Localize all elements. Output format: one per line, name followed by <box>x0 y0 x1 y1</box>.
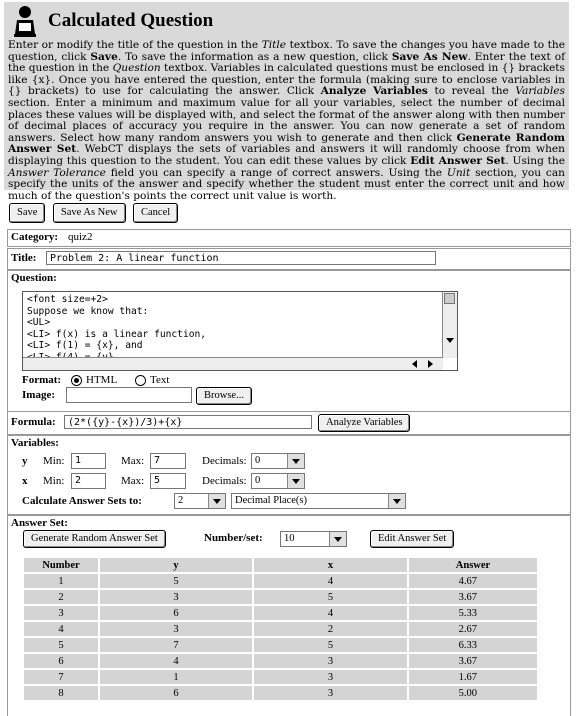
table-cell: 3 <box>254 686 407 700</box>
table-cell: 8 <box>24 686 98 700</box>
table-cell: 4 <box>24 622 98 636</box>
variable-y-decimals-label: Decimals: <box>202 455 247 467</box>
instructions-text <box>4 40 569 202</box>
table-cell: 5.00 <box>409 686 537 700</box>
question-line: Suppose we know that: <box>27 305 149 317</box>
table-cell: 3 <box>254 654 407 668</box>
table-row <box>24 622 537 636</box>
analyze-variables-button[interactable]: Analyze Variables <box>318 414 410 432</box>
instructions-segment: Enter or modify the title of the question in the <box>8 39 262 51</box>
format-html-label: HTML <box>86 374 118 386</box>
variable-x-max-input[interactable]: 5 <box>150 473 186 489</box>
question-line: <font size=+2> <box>27 294 108 305</box>
question-line: <UL> <box>27 317 51 329</box>
formula-label: Formula: <box>11 416 56 428</box>
instructions-segment: . WebCT displays the sets of variables and answers it will randomly choose from when displaying this question to the student. You can edit these values by click <box>8 143 565 167</box>
chevron-down-icon <box>287 474 304 488</box>
number-per-set-label: Number/set: <box>204 532 263 544</box>
instructions-segment: Save <box>90 50 118 63</box>
table-cell: 3 <box>100 622 252 636</box>
variable-y-decimals-select[interactable]: 0 <box>251 453 305 469</box>
instructions-segment: Edit Answer Set <box>410 154 506 167</box>
title-label: Title: <box>11 252 37 264</box>
table-cell: 4 <box>254 606 407 620</box>
variable-x-decimals-label: Decimals: <box>202 475 247 487</box>
table-cell: 3 <box>254 670 407 684</box>
variable-x-max-label: Max: <box>121 475 145 487</box>
save-as-new-button[interactable]: Save As New <box>53 203 126 223</box>
category-row <box>7 229 571 247</box>
table-cell: 3 <box>24 606 98 620</box>
format-text-label: Text <box>150 374 170 386</box>
table-cell: 5 <box>254 590 407 604</box>
table-cell: 5.33 <box>409 606 537 620</box>
variable-y-min-label: Min: <box>43 455 65 467</box>
calculate-decimals-select[interactable]: 2 <box>174 493 226 509</box>
table-cell: 6.33 <box>409 638 537 652</box>
chevron-down-icon <box>388 494 405 508</box>
scroll-left-icon[interactable] <box>412 360 417 368</box>
table-cell: 4 <box>254 574 407 588</box>
table-row <box>24 574 537 588</box>
table-cell: 3.67 <box>409 590 537 604</box>
format-html-radio[interactable] <box>71 375 82 386</box>
calculate-answer-sets-label: Calculate Answer Sets to: <box>22 495 142 507</box>
scroll-thumb[interactable] <box>444 293 455 304</box>
instructions-segment: Generate Random Answer Set <box>8 131 565 156</box>
variable-x-min-input[interactable]: 2 <box>71 473 106 489</box>
question-section <box>7 270 571 412</box>
horizontal-scrollbar[interactable] <box>23 357 443 370</box>
instructions-segment: Save As New <box>391 50 468 63</box>
table-cell: 6 <box>24 654 98 668</box>
table-cell: 6 <box>100 606 252 620</box>
header-x: x <box>254 558 407 572</box>
table-row <box>24 654 537 668</box>
browse-button[interactable]: Browse... <box>196 387 252 405</box>
scroll-right-icon[interactable] <box>428 360 433 368</box>
question-textarea[interactable] <box>22 291 458 371</box>
instructions-segment: Title <box>261 39 287 51</box>
generate-random-answer-set-button[interactable]: Generate Random Answer Set <box>23 530 166 548</box>
instructions-segment: Answer Tolerance <box>8 166 106 179</box>
header-number: Number <box>24 558 98 572</box>
instructions-segment: . To save the information as a new question, click <box>117 50 392 63</box>
variables-section <box>7 435 571 515</box>
table-cell: 1.67 <box>409 670 537 684</box>
edit-answer-set-button[interactable]: Edit Answer Set <box>370 530 454 548</box>
chevron-down-icon <box>329 532 346 546</box>
image-label: Image: <box>22 389 55 401</box>
table-cell: 5 <box>254 638 407 652</box>
chevron-down-icon <box>287 454 304 468</box>
instructions-segment: Analyze Variables <box>320 85 428 98</box>
instructions-segment: section, you can specify the units of the answer and specify whether the student must enter the correct unit and how much of the question's points the correct unit value is worth. <box>8 166 565 202</box>
category-label: Category: <box>11 231 59 243</box>
number-per-set-select[interactable]: 10 <box>280 531 347 547</box>
vertical-scrollbar[interactable] <box>442 292 457 358</box>
table-cell: 2.67 <box>409 622 537 636</box>
format-label: Format: <box>22 374 62 386</box>
answer-set-label: Answer Set: <box>11 517 68 529</box>
table-cell: 1 <box>100 670 252 684</box>
table-cell: 7 <box>100 638 252 652</box>
image-input[interactable] <box>66 387 192 403</box>
instructions-segment: Variables <box>515 85 565 98</box>
instructions-segment: . Using the <box>505 154 565 167</box>
decimal-place-type-select[interactable]: Decimal Place(s) <box>231 493 406 509</box>
question-text <box>27 294 453 364</box>
table-cell: 3 <box>100 590 252 604</box>
question-label: Question: <box>11 272 57 284</box>
variable-x-decimals-select[interactable]: 0 <box>251 473 305 489</box>
variable-y-min-input[interactable]: 1 <box>71 453 106 469</box>
answer-set-table <box>22 556 539 702</box>
formula-row <box>7 411 571 435</box>
category-value: quiz2 <box>68 231 93 243</box>
table-cell: 1 <box>24 574 98 588</box>
format-text-radio[interactable] <box>135 375 146 386</box>
table-row <box>24 686 537 700</box>
table-cell: 4 <box>100 654 252 668</box>
scroll-down-icon[interactable] <box>446 338 454 343</box>
toolbar <box>9 203 182 223</box>
webct-logo-icon <box>8 4 42 38</box>
table-cell: 2 <box>24 590 98 604</box>
variable-x-min-label: Min: <box>43 475 65 487</box>
title-input[interactable]: Problem 2: A linear function <box>46 251 436 265</box>
table-row <box>24 670 537 684</box>
table-cell: 3.67 <box>409 654 537 668</box>
header-y: y <box>100 558 252 572</box>
question-line: <LI> f(x) is a linear function, <box>27 328 207 340</box>
instructions-header <box>4 2 569 202</box>
table-cell: 2 <box>254 622 407 636</box>
title-row <box>4 2 569 40</box>
table-cell: 5 <box>100 574 252 588</box>
variables-label: Variables: <box>11 437 59 449</box>
variable-y-max-label: Max: <box>121 455 145 467</box>
table-cell: 4.67 <box>409 574 537 588</box>
cancel-button[interactable]: Cancel <box>133 203 178 223</box>
table-cell: 7 <box>24 670 98 684</box>
instructions-segment: section. Enter a minimum and maximum value for all your variables, select the number of decimal places these values will be displayed with, and select the format of the answer along with then number of decimal places of accuracy you require in the answer. You can now generate a set of random answers. Select how many random answers you wish to generate and then click <box>8 96 565 144</box>
question-line: <LI> f(1) = {x}, and <box>27 340 143 352</box>
instructions-segment: Question <box>112 62 161 75</box>
instructions-segment: textbox. To save the changes you have made to the question, click <box>8 39 565 63</box>
instructions-segment: Unit <box>446 166 471 179</box>
table-row <box>24 638 537 652</box>
header-answer: Answer <box>409 558 537 572</box>
instructions-segment: to reveal the <box>427 85 516 98</box>
variable-x-name: x <box>22 475 28 487</box>
instructions-segment: field you can specify a range of correct answers. Using the <box>105 166 447 179</box>
formula-input[interactable]: (2*({y}-{x})/3)+{x} <box>64 415 312 429</box>
instructions-segment: . Enter the text of the question in the <box>8 50 565 75</box>
table-cell: 5 <box>24 638 98 652</box>
table-row <box>24 606 537 620</box>
chevron-down-icon <box>208 494 225 508</box>
page-title: Calculated Question <box>48 10 214 31</box>
table-row <box>24 590 537 604</box>
table-header-row <box>24 558 537 572</box>
title-row <box>7 248 571 270</box>
instructions-segment: textbox. Variables in calculated questions must be enclosed in {} brackets like {x}. Once you have entered the question, enter the formula (making sure to enclose variables in {} brackets) to use for calculating the answer. Click <box>8 62 565 98</box>
save-button[interactable]: Save <box>9 203 45 223</box>
variable-y-name: y <box>22 455 28 467</box>
variable-y-max-input[interactable]: 7 <box>150 453 186 469</box>
table-cell: 6 <box>100 686 252 700</box>
